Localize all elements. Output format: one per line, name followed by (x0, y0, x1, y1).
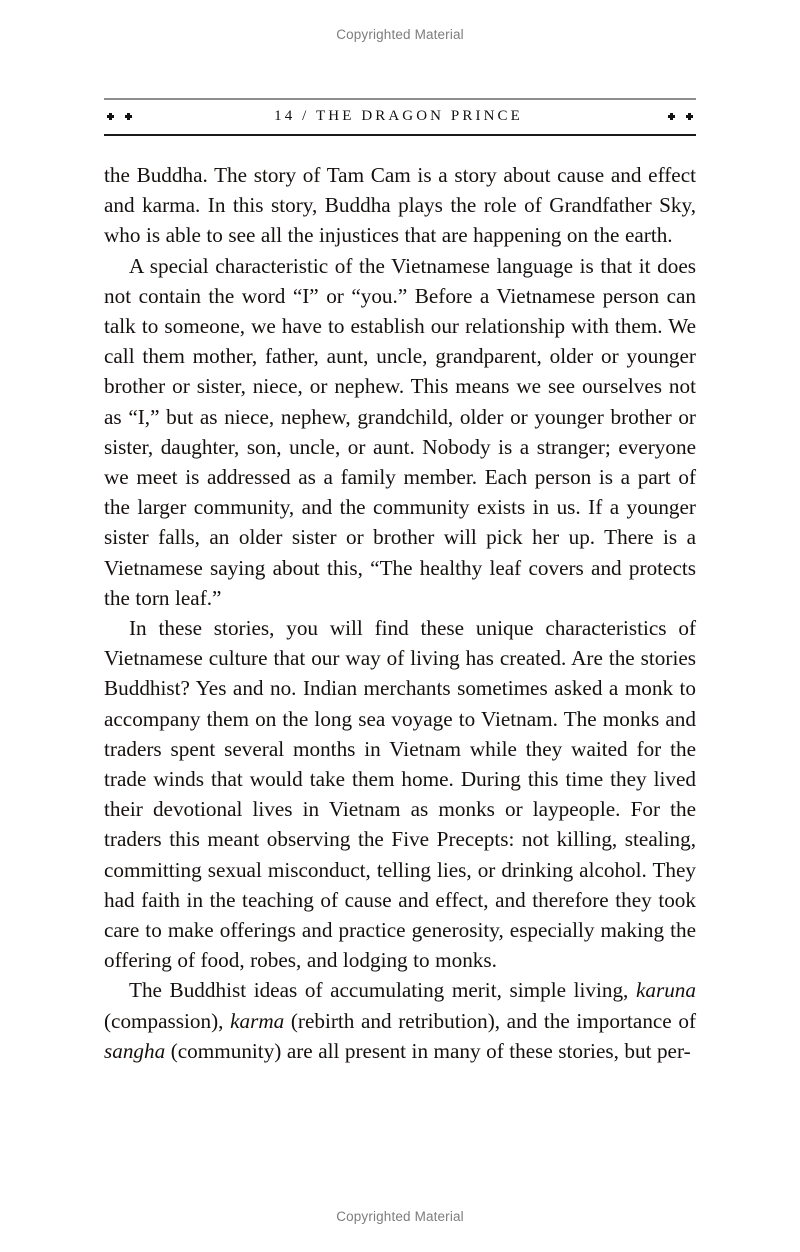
copyright-watermark-top: Copyrighted Material (336, 27, 464, 42)
diamond-pip-icon (668, 113, 675, 120)
body-paragraph: the Buddha. The story of Tam Cam is a story about cause and effect and karma. In this story, Buddha plays the role of Grandfather Sky, who is able to see all the injustices that are happening on the earth. (104, 163, 696, 248)
diamond-ornament-right-icon (665, 113, 696, 120)
body-paragraph: In these stories, you will find these unique characteristics of Vietnamese culture that our way of living has created. Are the stories Buddhist? Yes and no. Indian merchants sometimes asked a monk to accompany them on the long sea voyage to Vietnam. The monks and traders spent several months in Vietnam while they waited for the trade winds that would take them home. During this time they lived their devotional lives in Vietnam as monks or laypeople. For the traders this meant observing the Five Precepts: not killing, stealing, committing sexual misconduct, telling lies, or drinking alcohol. They had faith in the teaching of cause and effect, and therefore they took care to make offerings and practice generosity, especially making the offering of food, robes, and lodging to monks. (104, 616, 696, 973)
copyright-watermark-bottom: Copyrighted Material (336, 1209, 464, 1224)
diamond-pip-icon (107, 113, 114, 120)
diamond-pip-icon (686, 113, 693, 120)
page-body-text (104, 160, 696, 1066)
running-head-rule-bottom (104, 134, 696, 136)
body-paragraph-with-italics: The Buddhist ideas of accumulating merit, simple living, karuna (compassion), karma (rebirth and retribution), and the importance of sangha (community) are all present in many of these stories, but per- (104, 978, 696, 1063)
diamond-ornament-left-icon (104, 113, 135, 120)
running-head (104, 98, 696, 136)
running-head-inner (104, 98, 696, 134)
diamond-pip-icon (125, 113, 132, 120)
running-head-title: 14 / THE DRAGON PRINCE (274, 107, 523, 124)
body-paragraph: A special characteristic of the Vietnamese language is that it does not contain the word “I” or “you.” Before a Vietnamese person can talk to someone, we have to establish our relationship with them. We call them mother, father, aunt, uncle, grandparent, older or younger brother or sister, niece, or nephew. This means we see ourselves not as “I,” but as niece, nephew, grandchild, older or younger brother or sister, daughter, son, uncle, or aunt. Nobody is a stranger; everyone we meet is addressed as a family member. Each person is a part of the larger community, and the community exists in us. If a younger sister falls, an older sister or brother will pick her up. There is a Vietnamese saying about this, “The healthy leaf covers and protects the torn leaf.” (104, 253, 696, 610)
